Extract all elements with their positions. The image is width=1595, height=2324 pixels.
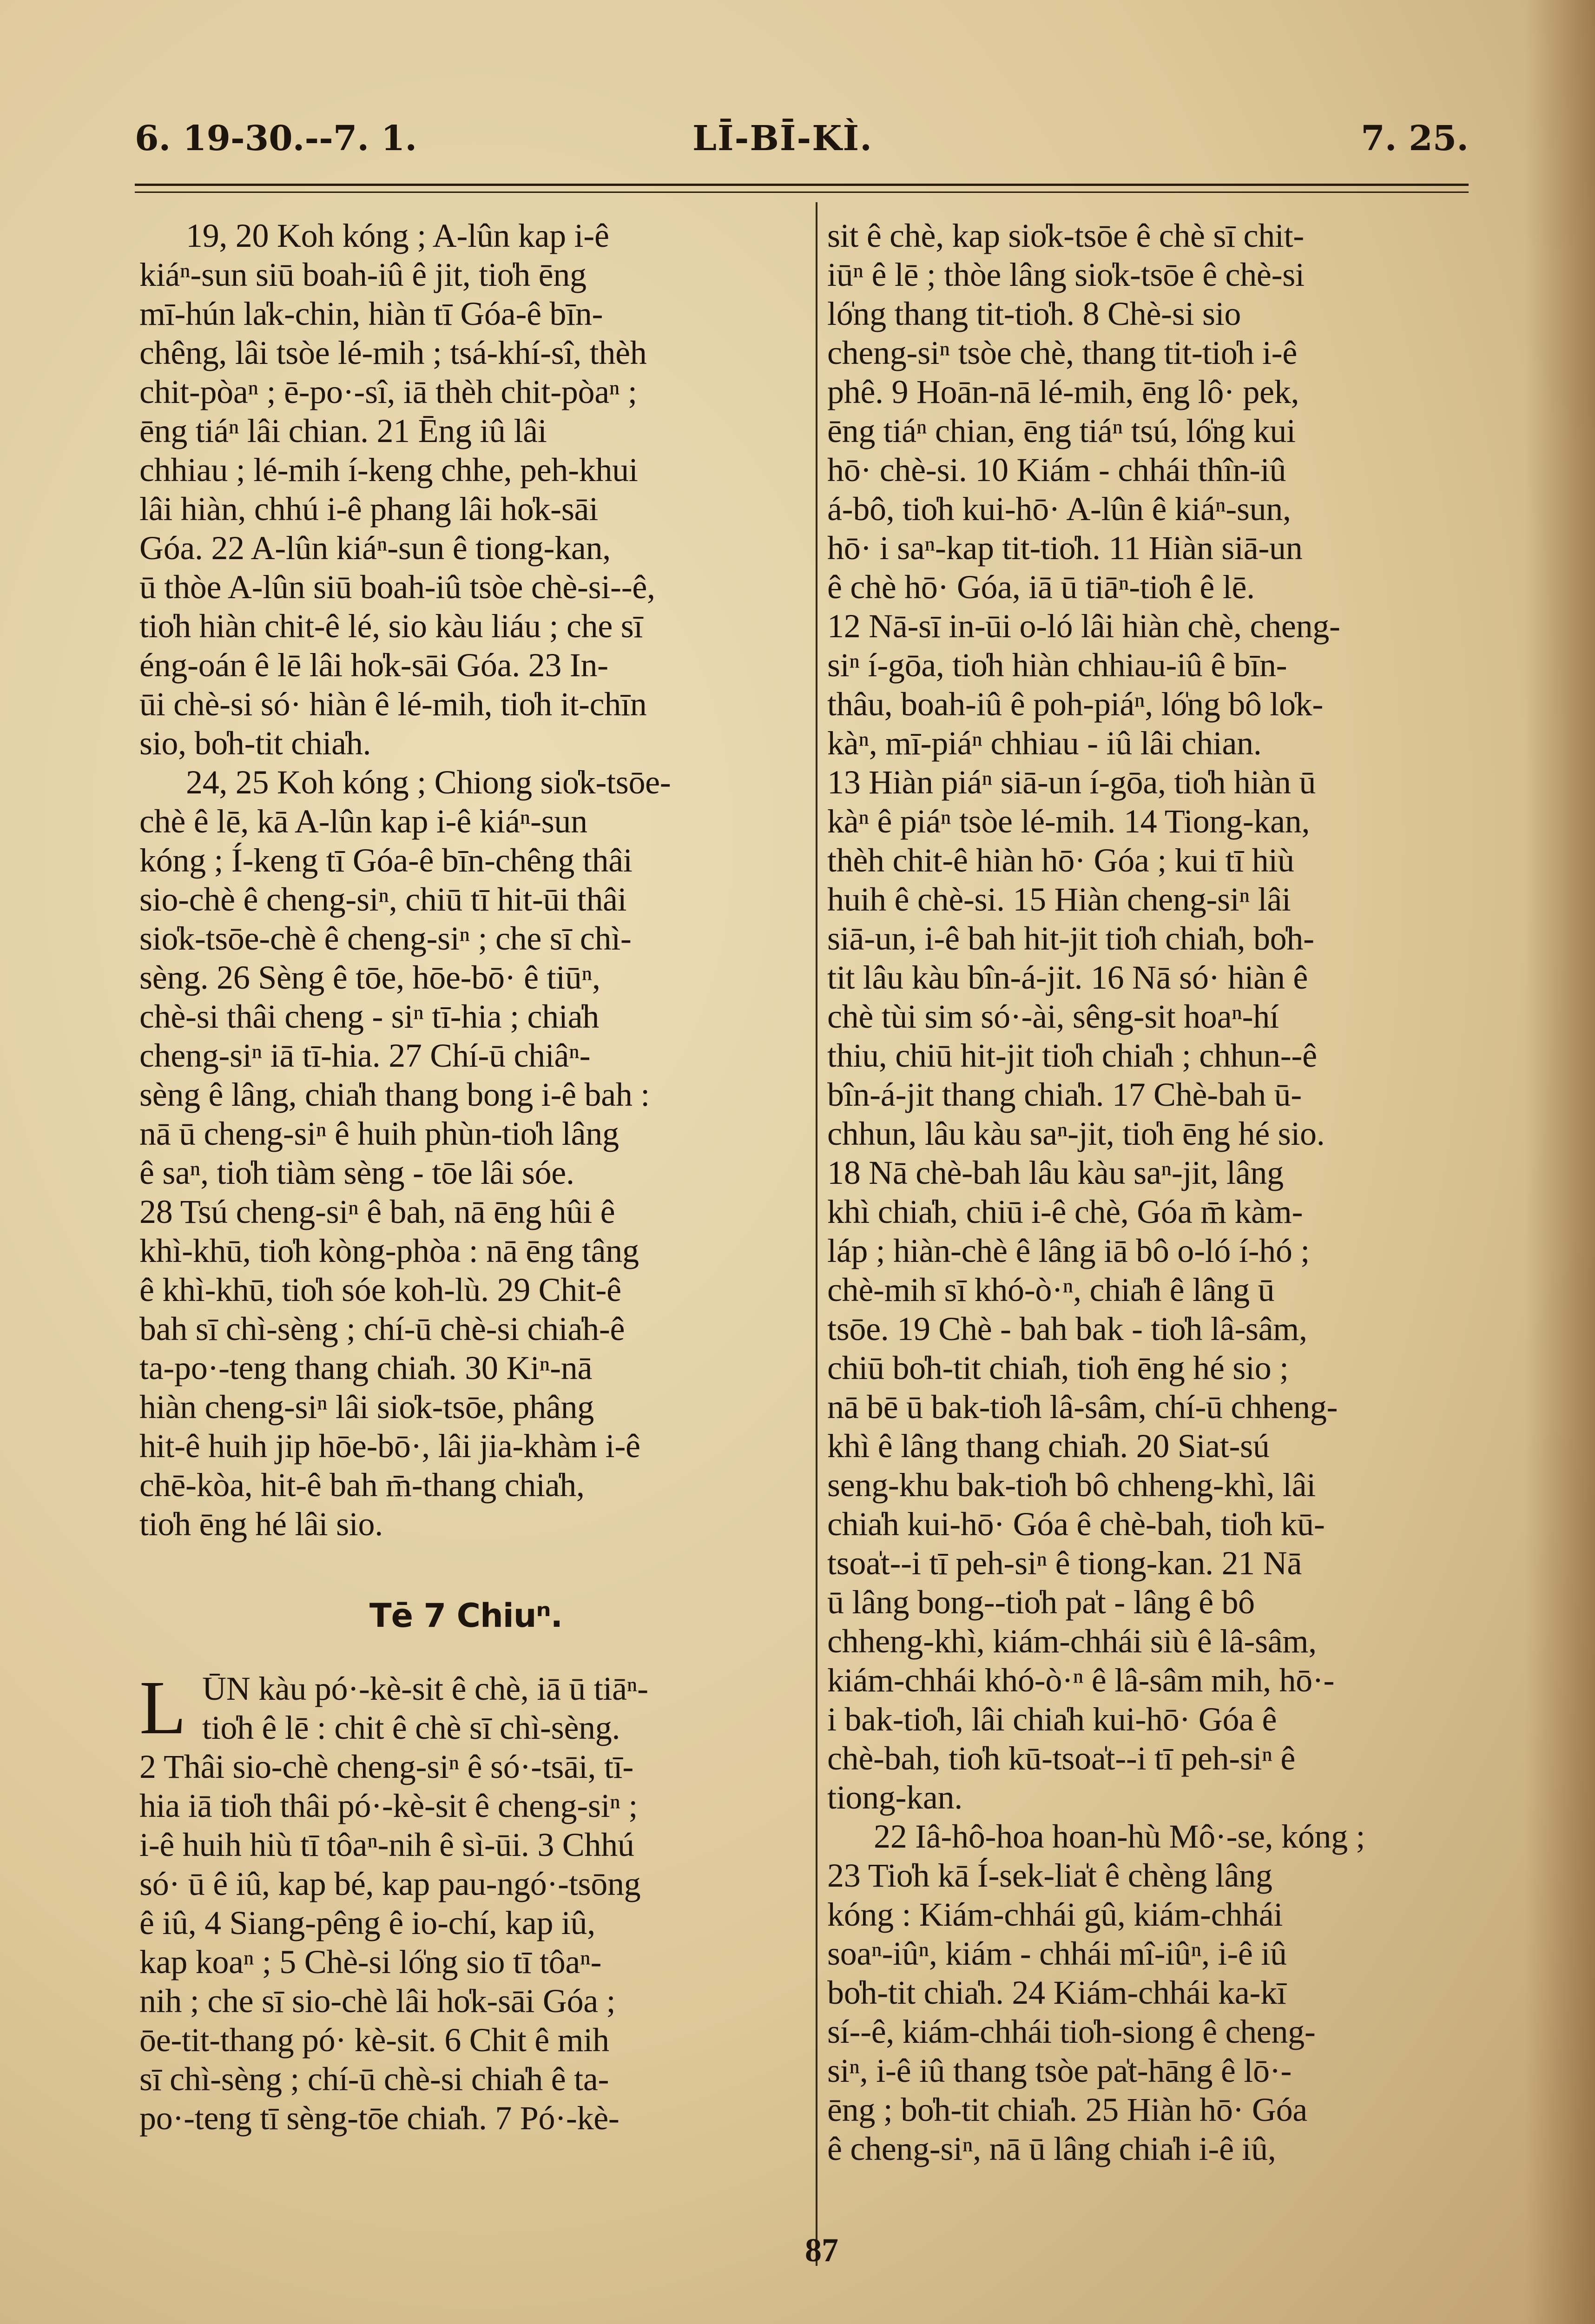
text-line: thâu, boah-iû ê poh-piáⁿ, ló̍ng bô lo̍k- [827, 686, 1324, 723]
text-line: tio̍h hiàn chit-ê lé, sio kàu liáu ; che sī [139, 607, 643, 645]
text-line: nih ; che sī sio-chè lâi ho̍k-sāi Góa ; [139, 1982, 616, 2020]
text-line: chè tùi sim só·-ài, sêng-sit hoaⁿ-hí [827, 998, 1279, 1035]
text-line: kàⁿ, mī-piáⁿ chhiau - iû lâi chian. [827, 725, 1262, 762]
text-line: sio, bo̍h-tit chia̍h. [139, 725, 371, 762]
text-line: nā bē ū bak-tio̍h lâ-sâm, chí-ū chheng- [827, 1388, 1338, 1426]
text-line: Góa. 22 A-lûn kiáⁿ-sun ê tiong-kan, [139, 529, 611, 567]
text-line: ū thòe A-lûn siū boah-iû tsòe chè-si--ê, [139, 568, 655, 606]
chapter-verse-range-left: 6. 19-30.--7. 1. [135, 119, 417, 158]
left-paragraph-3 [139, 1747, 792, 2138]
text-line: chē-kòa, hit-ê bah m̄-thang chia̍h, [139, 1466, 585, 1504]
text-line: chè-si thâi cheng - siⁿ tī-hia ; chia̍h [139, 998, 599, 1035]
text-line: chè-mih sī khó-ò·ⁿ, chia̍h ê lâng ū [827, 1271, 1275, 1308]
text-line: thiu, chiū hit-jit tio̍h chia̍h ; chhun--ê [827, 1037, 1317, 1074]
text-line: chhun, lâu kàu saⁿ-jit, tio̍h ēng hé sio. [827, 1115, 1325, 1152]
left-column [139, 216, 792, 2138]
text-line: chêng, lâi tsòe lé-mih ; tsá-khí-sî, thèh [139, 334, 647, 371]
text-line: chheng-khì, kiám-chhái siù ê lâ-sâm, [827, 1623, 1317, 1660]
text-line: ēng tiáⁿ lâi chian. 21 Ēng iû lâi [139, 412, 547, 449]
text-line: ta-po·-teng thang chia̍h. 30 Kiⁿ-nā [139, 1349, 593, 1386]
text-line: seng-khu bak-tio̍h bô chheng-khì, lâi [827, 1466, 1316, 1504]
text-line: iūⁿ ê lē ; thòe lâng sio̍k-tsōe ê chè-si [827, 256, 1305, 293]
text-line: ūi chè-si só· hiàn ê lé-mih, tio̍h it-chīn [139, 686, 647, 723]
text-line: ēng tiáⁿ chian, ēng tiáⁿ tsú, ló̍ng kui [827, 412, 1296, 449]
text-line: hō· i saⁿ-kap tit-tio̍h. 11 Hiàn siā-un [827, 529, 1303, 567]
text-line: tio̍h ēng hé lâi sio. [139, 1505, 383, 1543]
text-line: tio̍h ê lē : chit ê chè sī chì-sèng. [202, 1709, 620, 1746]
text-line: i bak-tio̍h, lâi chia̍h kui-hō· Góa ê [827, 1701, 1277, 1738]
page-edge-shadow-right [1525, 0, 1595, 2324]
text-line: 18 Nā chè-bah lâu kàu saⁿ-jit, lâng [827, 1154, 1284, 1191]
header-rule-thick [135, 184, 1469, 186]
text-line: hiàn cheng-siⁿ lâi sio̍k-tsōe, phâng [139, 1388, 594, 1426]
text-line: ló̍ng thang tit-tio̍h. 8 Chè-si sio [827, 295, 1241, 332]
text-line: 12 Nā-sī in-ūi o-ló lâi hiàn chè, cheng- [827, 607, 1340, 645]
text-line: nā ū cheng-siⁿ ê huih phùn-tio̍h lâng [139, 1115, 619, 1152]
text-line: ê iû, 4 Siang-pêng ê io-chí, kap iû, [139, 1904, 595, 1941]
text-line: láp ; hiàn-chè ê lâng iā bô o-ló í-hó ; [827, 1232, 1310, 1269]
chapter-heading: Tē 7 Chiuⁿ. [369, 1597, 563, 1635]
drop-cap: L [139, 1665, 186, 1750]
text-line: chia̍h kui-hō· Góa ê chè-bah, tio̍h kū- [827, 1505, 1325, 1543]
text-line: sèng ê lâng, chia̍h thang bong i-ê bah : [139, 1076, 650, 1113]
text-line: chè-bah, tio̍h kū-tsoa̍t--i tī peh-siⁿ ê [827, 1740, 1295, 1777]
text-line: tit lâu kàu bîn-á-jit. 16 Nā só· hiàn ê [827, 959, 1308, 996]
left-paragraph-2 [139, 763, 792, 1544]
text-line: ê cheng-siⁿ, nā ū lâng chia̍h i-ê iû, [827, 2130, 1276, 2167]
text-line: 22 Iâ-hô-hoa hoan-hù Mô·-se, kóng ; [874, 1818, 1365, 1855]
text-line: hō· chè-si. 10 Kiám - chhái thîn-iû [827, 451, 1286, 489]
running-header [135, 119, 1469, 174]
right-paragraph-2 [827, 1817, 1471, 2168]
text-line: 13 Hiàn piáⁿ siā-un í-gōa, tio̍h hiàn ū [827, 764, 1316, 801]
chapter-verse-range-right: 7. 25. [1361, 119, 1469, 158]
text-line: siⁿ, i-ê iû thang tsòe pa̍t-hāng ê lō·- [827, 2052, 1292, 2089]
text-line: kap koaⁿ ; 5 Chè-si ló̍ng sio tī tôaⁿ- [139, 1943, 602, 1981]
text-line: soaⁿ-iûⁿ, kiám - chhái mî-iûⁿ, i-ê iû [827, 1935, 1287, 1972]
text-line: 2 Thâi sio-chè cheng-siⁿ ê só·-tsāi, tī- [139, 1748, 634, 1785]
text-line: sí--ê, kiám-chhái tio̍h-siong ê cheng- [827, 2013, 1316, 2050]
text-line: khì-khū, tio̍h kòng-phòa : nā ēng tâng [139, 1232, 639, 1269]
text-line: ê khì-khū, tio̍h sóe koh-lù. 29 Chit-ê [139, 1271, 621, 1308]
text-line: kóng : Kiám-chhái gû, kiám-chhái [827, 1896, 1283, 1933]
text-line: lâi hiàn, chhú i-ê phang lâi ho̍k-sāi [139, 490, 598, 528]
text-line: cheng-siⁿ tsòe chè, thang tit-tio̍h i-ê [827, 334, 1297, 371]
text-line: mī-hún la̍k-chin, hiàn tī Góa-ê bīn- [139, 295, 603, 332]
right-paragraph-1 [827, 216, 1471, 1817]
text-line: 23 Tio̍h kā Í-sek-lia̍t ê chèng lâng [827, 1857, 1272, 1894]
text-line: kiám-chhái khó-ò·ⁿ ê lâ-sâm mih, hō·- [827, 1662, 1335, 1699]
text-line: chè ê lē, kā A-lûn kap i-ê kiáⁿ-sun [139, 803, 587, 840]
right-column [827, 216, 1471, 2168]
text-line: bîn-á-jit thang chia̍h. 17 Chè-bah ū- [827, 1076, 1302, 1113]
text-line: tsoa̍t--i tī peh-siⁿ ê tiong-kan. 21 Nā [827, 1545, 1302, 1582]
book-title: LĪ-BĪ-KÌ. [692, 119, 873, 158]
text-line: phê. 9 Hoān-nā lé-mih, ēng lô· pek, [827, 373, 1299, 410]
text-line: ê saⁿ, tio̍h tiàm sèng - tōe lâi sóe. [139, 1154, 574, 1191]
text-line: só· ū ê iû, kap bé, kap pau-ngó·-tsōng [139, 1865, 641, 1902]
text-line: hia iā tio̍h thâi pó·-kè-sit ê cheng-siⁿ ; [139, 1787, 638, 1824]
text-line: khì chia̍h, chiū i-ê chè, Góa m̄ kàm- [827, 1193, 1303, 1230]
drop-cap-lines [139, 1665, 792, 1750]
text-line: kóng ; Í-keng tī Góa-ê bīn-chêng thâi [139, 842, 633, 879]
text-line: i-ê huih hiù tī tôaⁿ-nih ê sì-ūi. 3 Chhú [139, 1826, 634, 1863]
text-line: khì ê lâng thang chia̍h. 20 Siat-sú [827, 1427, 1270, 1465]
text-line: sio̍k-tsōe-chè ê cheng-siⁿ ; che sī chì- [139, 920, 632, 957]
text-line: tiong-kan. [827, 1779, 962, 1816]
text-line: hit-ê huih jip hōe-bō·, lâi jia-khàm i-ê [139, 1427, 640, 1465]
text-line: chiū bo̍h-tit chia̍h, tio̍h ēng hé sio ; [827, 1349, 1289, 1386]
text-line: kiáⁿ-sun siū boah-iû ê jit, tio̍h ēng [139, 256, 587, 293]
text-line: tsōe. 19 Chè - bah bak - tio̍h lâ-sâm, [827, 1310, 1307, 1347]
text-line: sit ê chè, kap sio̍k-tsōe ê chè sī chit- [827, 217, 1304, 254]
text-line: ê chè hō· Góa, iā ū tiāⁿ-tio̍h ê lē. [827, 568, 1255, 606]
text-line: po·-teng tī sèng-tōe chia̍h. 7 Pó·-kè- [139, 2100, 620, 2137]
text-line: siā-un, i-ê bah hit-jit tio̍h chia̍h, bo̍h- [827, 920, 1314, 957]
text-line: ū lâng bong--tio̍h pa̍t - lâng ê bô [827, 1584, 1255, 1621]
left-paragraph-1 [139, 216, 792, 763]
header-rule-thin [135, 191, 1469, 193]
text-line: chit-pòaⁿ ; ē-po·-sî, iā thèh chit-pòaⁿ ; [139, 373, 637, 410]
text-line: sio-chè ê cheng-siⁿ, chiū tī hit-ūi thâi [139, 881, 627, 918]
column-divider [816, 202, 817, 2266]
page-number: 87 [805, 2232, 838, 2269]
text-line: sèng. 26 Sèng ê tōe, hōe-bō· ê tiūⁿ, [139, 959, 600, 996]
text-line: bo̍h-tit chia̍h. 24 Kiám-chhái ka-kī [827, 1974, 1286, 2011]
text-line: éng-oán ê lē lâi ho̍k-sāi Góa. 23 In- [139, 647, 608, 684]
text-line: 19, 20 Koh kóng ; A-lûn kap i-ê [186, 217, 609, 254]
text-line: ŪN kàu pó·-kè-sit ê chè, iā ū tiāⁿ- [202, 1670, 648, 1707]
text-line: siⁿ í-gōa, tio̍h hiàn chhiau-iû ê bīn- [827, 647, 1287, 684]
text-line: cheng-siⁿ iā tī-hia. 27 Chí-ū chiâⁿ- [139, 1037, 591, 1074]
text-line: 28 Tsú cheng-siⁿ ê bah, nā ēng hûi ê [139, 1193, 615, 1230]
text-line: ōe-tit-thang pó· kè-sit. 6 Chit ê mih [139, 2021, 609, 2059]
text-line: thèh chit-ê hiàn hō· Góa ; kui tī hiù [827, 842, 1294, 879]
text-line: á-bô, tio̍h kui-hō· A-lûn ê kiáⁿ-sun, [827, 490, 1291, 528]
text-line: huih ê chè-si. 15 Hiàn cheng-siⁿ lâi [827, 881, 1291, 918]
chapter-opening [139, 1665, 792, 1750]
text-line: ēng ; bo̍h-tit chia̍h. 25 Hiàn hō· Góa [827, 2091, 1307, 2128]
text-line: bah sī chì-sèng ; chí-ū chè-si chia̍h-ê [139, 1310, 625, 1347]
text-line: chhiau ; lé-mih í-keng chhe, peh-khui [139, 451, 638, 489]
text-line: kàⁿ ê piáⁿ tsòe lé-mih. 14 Tiong-kan, [827, 803, 1310, 840]
text-line: 24, 25 Koh kóng ; Chiong sio̍k-tsōe- [186, 764, 671, 801]
text-line: sī chì-sèng ; chí-ū chè-si chia̍h ê ta- [139, 2060, 609, 2098]
